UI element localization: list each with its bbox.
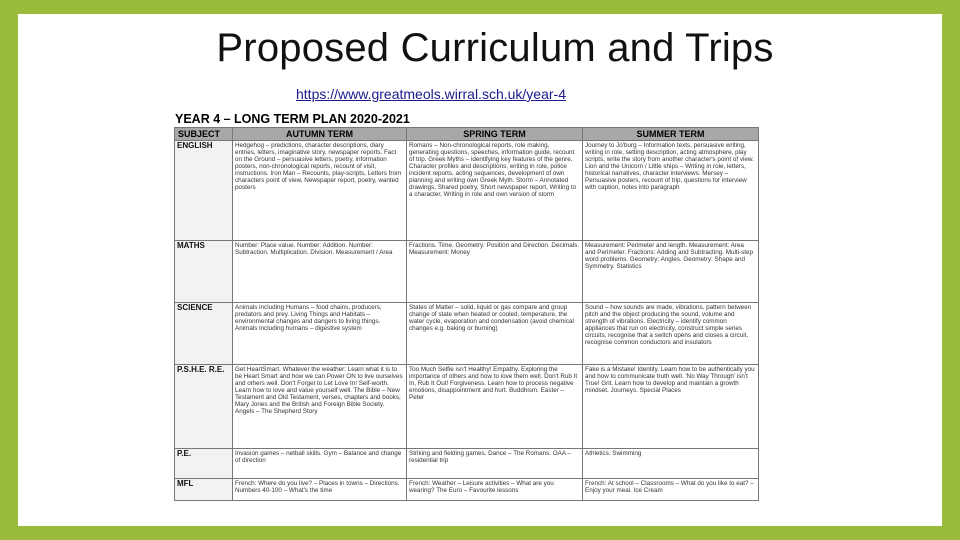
summer-cell: Measurement: Perimeter and length. Measurement: Area and Perimeter. Fractions: Adding and Subtracting. Multi-step word problems. Geometry: Angles. Geometry: Shape and Symmetry. Statistics [583,241,759,303]
table-row [175,303,759,365]
subject-cell: P.E. [175,449,233,479]
header-autumn: AUTUMN TERM [233,128,407,141]
slide [18,14,942,526]
spring-cell: Fractions. Time. Geometry: Position and Direction. Decimals. Measurement: Money [407,241,583,303]
header-subject: SUBJECT [175,128,233,141]
table-header-row [175,128,759,141]
autumn-cell: Invasion games – netball skills. Gym – Balance and change of direction [233,449,407,479]
year-4-link[interactable]: https://www.greatmeols.wirral.sch.uk/year-4 [296,86,566,102]
subject-cell: MFL [175,479,233,501]
spring-cell: States of Matter – solid, liquid or gas compare and group change of state when heated or cooled, temperature, the water cycle, evaporation and condensation (avoid chemical changes e.g. baking or burning) [407,303,583,365]
subject-cell: SCIENCE [175,303,233,365]
summer-cell: Journey to Jo'burg – Information texts, persuasive writing, writing in role, setting description, acting atmosphere, play scripts, write the story from another character's point of view. Lion and the Unicorn / Little ships – Writing in role, letters, historical narratives, character interviews. Mersey – Persuasive posters, recount of trip, questions for interview with caption, notes into paragraph [583,141,759,241]
autumn-cell: Hedgehog – predictions, character descriptions, diary entries, letters, imaginative story, newspaper reports. Fact on the Ground – persuasive letters, poetry, information posters, non-chronological reports, recount of visit, instructions. Iron Man – Recounts, play-scripts, Letters from characters point of view, Newspaper report, poetry, wanted posters [233,141,407,241]
summer-cell: Sound – how sounds are made, vibrations, pattern between pitch and the object producing the sound, volume and strength of vibrations. Electricity – identify common appliances that run on electricity, construct simple series circuits, recognise that a switch opens and closes a circuit, recognise common conductors and insulators [583,303,759,365]
table-row [175,479,759,501]
table-row [175,141,759,241]
plan-table [174,127,759,501]
header-summer: SUMMER TERM [583,128,759,141]
slide-title: Proposed Curriculum and Trips [216,26,774,70]
summer-cell: Fake is a Mistake! Identity. Learn how to be authentically you and how to communicate truth well. 'No Way Through' isn't True! Grit. Learn how to develop and maintain a growth mindset. Journeys. Special Places [583,365,759,449]
subject-cell: MATHS [175,241,233,303]
autumn-cell: Get HeartSmart. Whatever the weather: Learn what it is to be Heart Smart and how we can Power ON to live ourselves and others well. Don't Forget to Let Love In! Self-worth. Learn how to love and value yourself well. The Bible – New Testament and Old Testament, verses, chapters and books, Mary Jones and the British and Foreign Bible Society. Angels – The Shepherd Story [233,365,407,449]
spring-cell: Too Much Selfie isn't Healthy! Empathy. Exploring the importance of others and how to love them well. Don't Rub It In, Rub It Out! Forgiveness. Learn how to process negative emotions, disappointment and hurt. Buddhism. Easter – Peter [407,365,583,449]
spring-cell: French: Weather – Leisure activities – What are you wearing? The Euro – Favourite lessons [407,479,583,501]
spring-cell: Striking and fielding games. Dance – The Romans. OAA – residential trip [407,449,583,479]
header-spring: SPRING TERM [407,128,583,141]
summer-cell: Athletics. Swimming [583,449,759,479]
subject-cell: ENGLISH [175,141,233,241]
autumn-cell: Number: Place value. Number: Addition. Number: Subtraction. Multiplication. Division. Measurement / Area [233,241,407,303]
long-term-plan-image [174,112,758,512]
table-row [175,241,759,303]
table-row [175,449,759,479]
spring-cell: Romans – Non-chronological reports, role making, generating questions, speeches, information guide, recount of trip. Greek Myths – identifying key features of the genre, Character profiles and descriptions, writing in role, police incident reports, acting sequences, development of own planning and writing own Greek Myth. Storm – Annotated drawings, Shared poetry, Short newspaper report, Writing to a character, Writing in role and own version of storm [407,141,583,241]
subject-cell: P.S.H.E. R.E. [175,365,233,449]
summer-cell: French: At school – Classrooms – What do you like to eat? – Enjoy your meal. Ice Cream [583,479,759,501]
plan-title: YEAR 4 – LONG TERM PLAN 2020-2021 [175,112,410,126]
table-row [175,365,759,449]
autumn-cell: Animals including Humans – food chains, producers, predators and prey. Living Things and Habitats – environmental changes and dangers to living things. Animals including humans – digestive system [233,303,407,365]
autumn-cell: French: Where do you live? – Places in towns – Directions. Numbers 40-100 – What's the time [233,479,407,501]
